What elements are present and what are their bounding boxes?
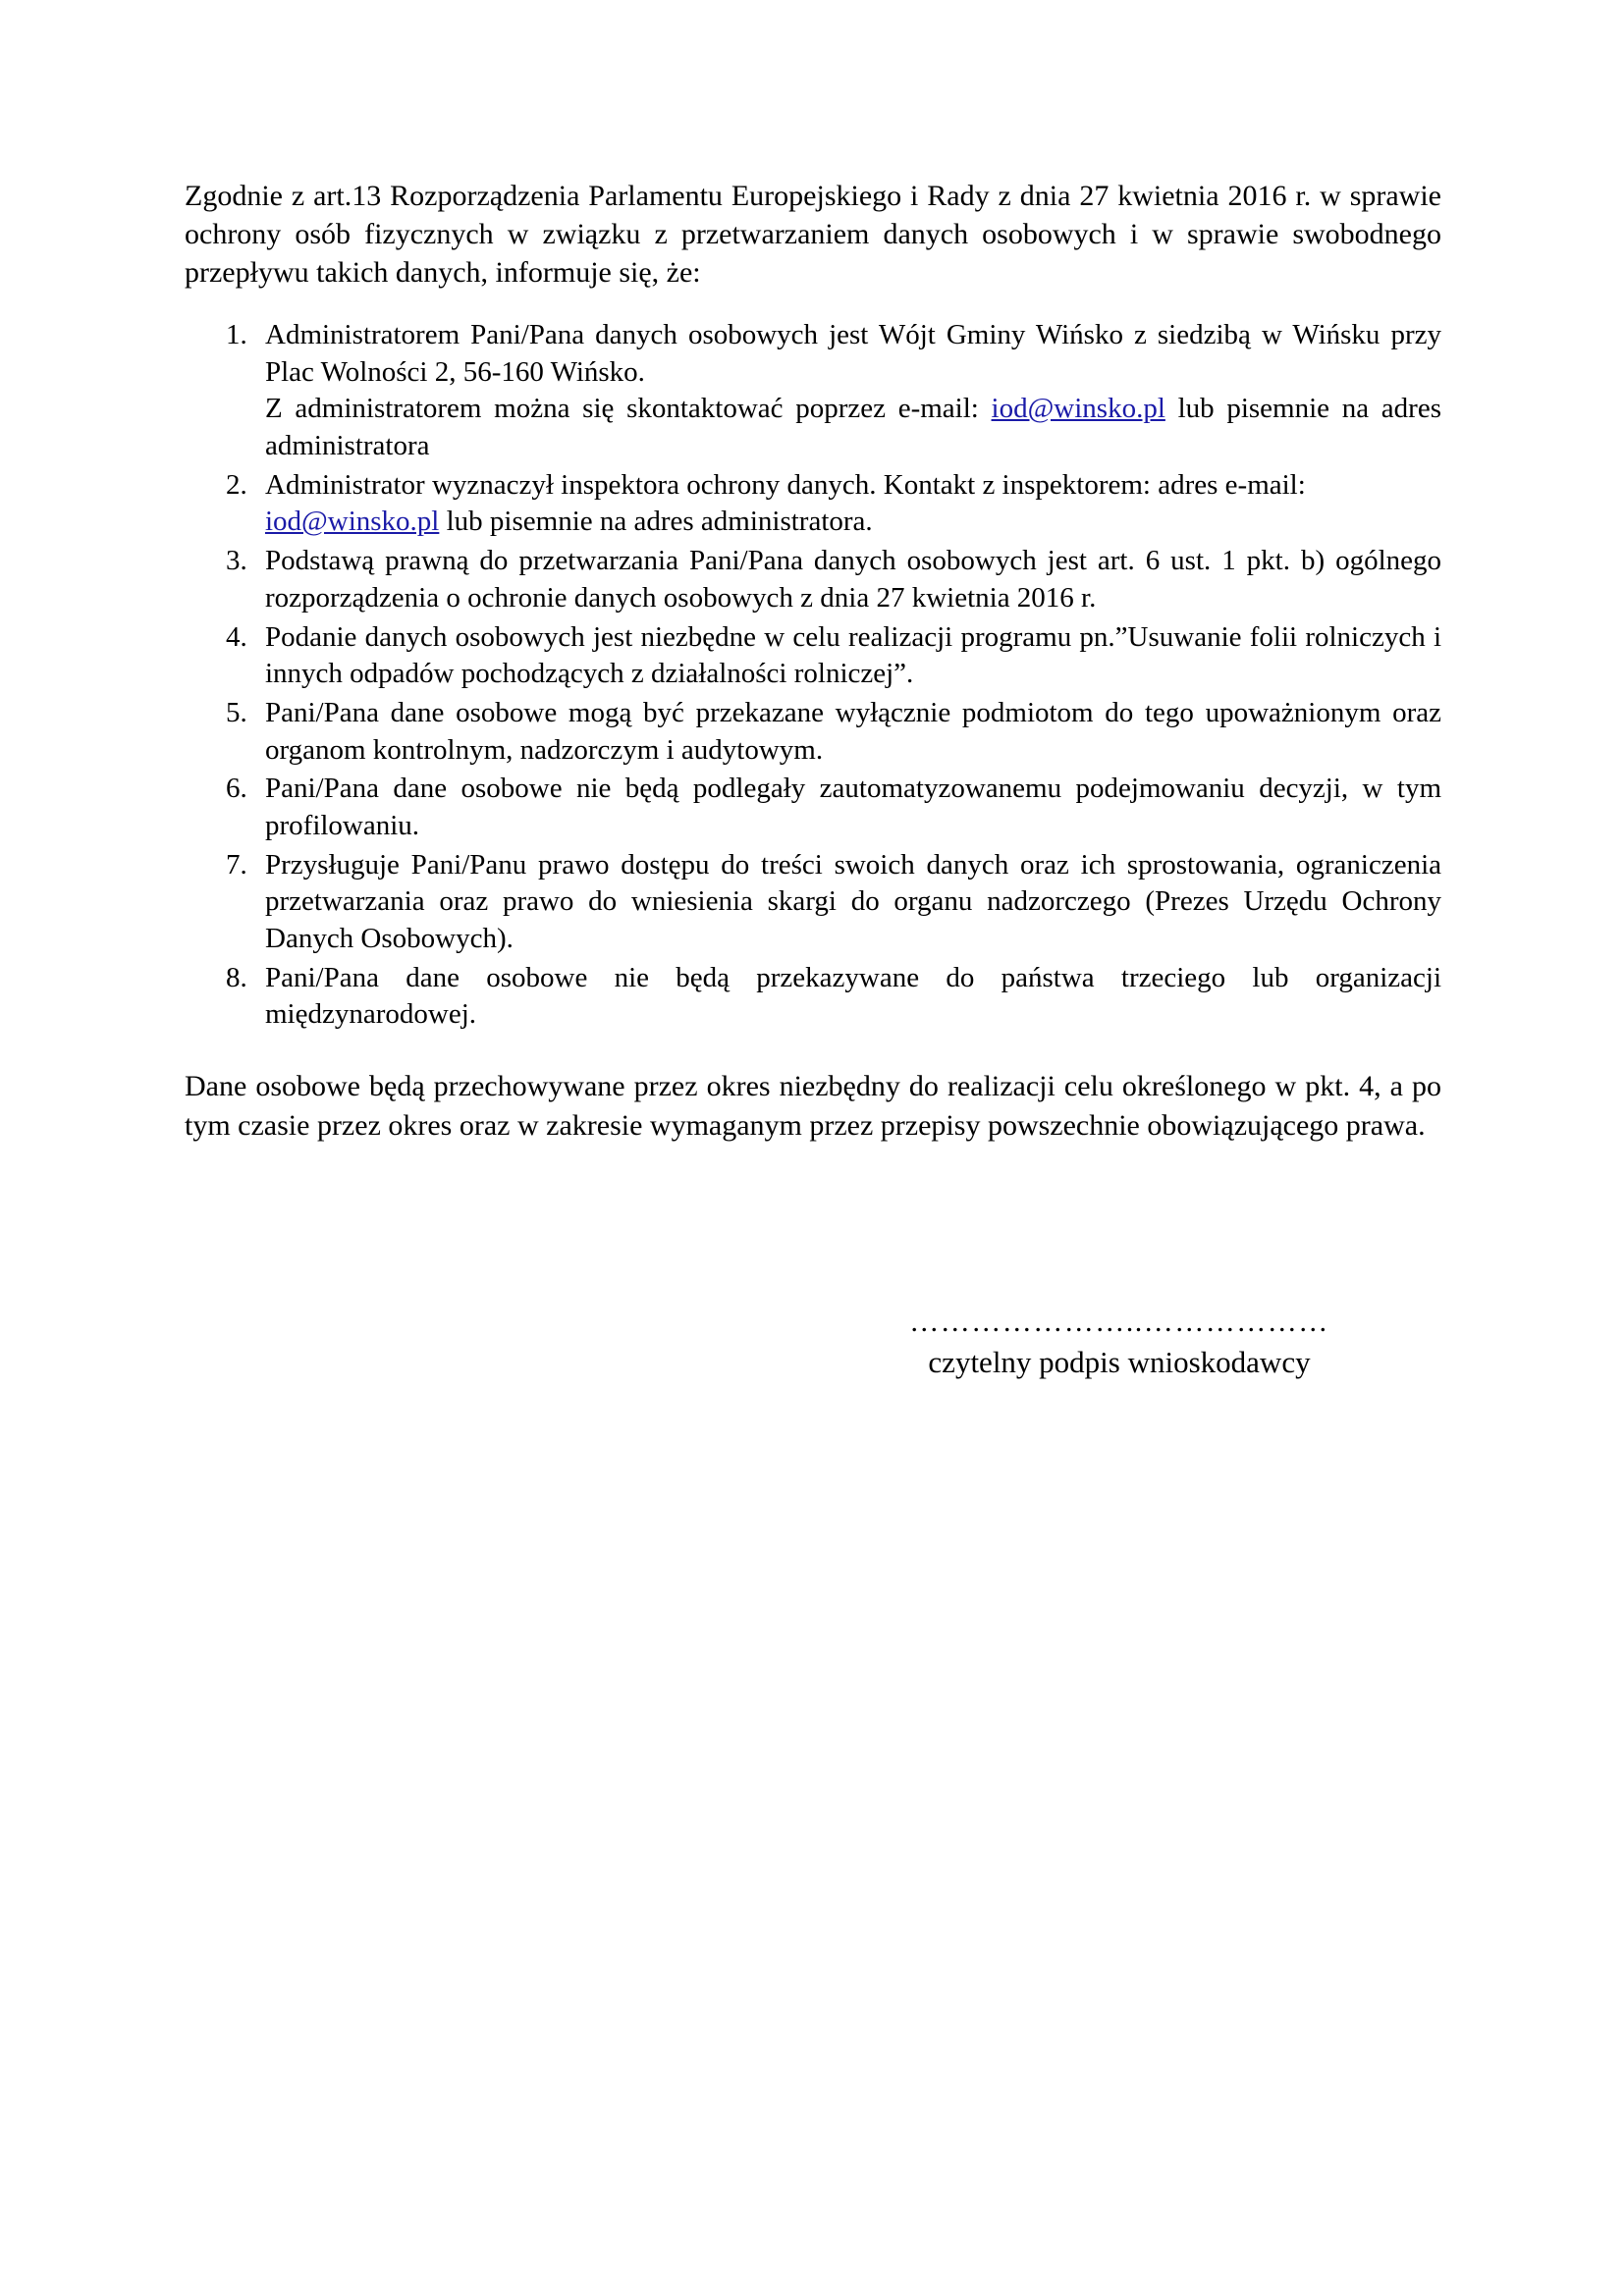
list-item <box>185 619 1441 693</box>
point-3-text: Podstawą prawną do przetwarzania Pani/Pana danych osobowych jest art. 6 ust. 1 pkt. b) ogólnego rozporządzenia o ochronie danych osobowych z dnia 27 kwietnia 2016 r. <box>265 545 1441 614</box>
list-item <box>185 695 1441 769</box>
list-item <box>185 771 1441 844</box>
point-7-text: Przysługuje Pani/Panu prawo dostępu do treści swoich danych oraz ich sprostowania, ograniczenia przetwarzania oraz prawo do wniesienia skargi do organu nadzorczego (Prezes Urzędu Ochrony Danych Osobowych). <box>265 848 1441 954</box>
point-2-line-1: Administrator wyznaczył inspektora ochrony danych. Kontakt z inspektorem: adres e-mail: <box>265 468 1306 501</box>
list-item <box>185 543 1441 616</box>
point-2-contact-suffix: lub pisemnie na adres administratora. <box>439 506 873 538</box>
iod-email-link[interactable]: iod@winsko.pl <box>265 506 440 538</box>
list-item <box>185 467 1441 541</box>
document-body <box>185 177 1441 1174</box>
list-item <box>185 847 1441 958</box>
list-item <box>185 317 1441 465</box>
retention-paragraph: Dane osobowe będą przechowywane przez okres niezbędny do realizacji celu określonego w pkt. 4, a po tym czasie przez okres oraz w zakresie wymaganym przez przepisy powszechnie obowiązującego prawa. <box>185 1070 1441 1142</box>
point-1-line-2 <box>265 391 1441 464</box>
point-6-text: Pani/Pana dane osobowe nie będą podlegały zautomatyzowanemu podejmowaniu decyzji, w tym profilowaniu. <box>265 773 1441 841</box>
rodo-points-list <box>185 317 1441 1034</box>
point-1-line-1: Administratorem Pani/Pana danych osobowych jest Wójt Gminy Wińsko z siedzibą w Wińsku przy Plac Wolności 2, 56-160 Wińsko. <box>265 319 1441 388</box>
point-5-text: Pani/Pana dane osobowe mogą być przekazane wyłącznie podmiotom do tego upoważnionym oraz organom kontrolnym, nadzorczym i audytowym. <box>265 696 1441 766</box>
point-2-line-2 <box>265 504 1441 541</box>
signature-block <box>884 1306 1355 1380</box>
list-item <box>185 960 1441 1034</box>
iod-email-link[interactable]: iod@winsko.pl <box>991 393 1165 425</box>
intro-paragraph: Zgodnie z art.13 Rozporządzenia Parlamentu Europejskiego i Rady z dnia 27 kwietnia 2016 r. w sprawie ochrony osób fizycznych w związku z przetwarzaniem danych osobowych i w sprawie swobodnego przepływu takich danych, informuje się, że: <box>185 180 1441 289</box>
point-8-text: Pani/Pana dane osobowe nie będą przekazywane do państwa trzeciego lub organizacji międzynarodowej. <box>265 961 1441 1031</box>
point-4-text: Podanie danych osobowych jest niezbędne w celu realizacji programu pn.”Usuwanie folii rolniczych i innych odpadów pochodzących z działalności rolniczej”. <box>265 620 1441 690</box>
signature-line: …………………..……………… <box>909 1306 1329 1338</box>
point-1-contact-text: Z administratorem można się skontaktować poprzez e-mail: <box>265 393 992 425</box>
signature-label: czytelny podpis wnioskodawcy <box>928 1345 1311 1379</box>
point-1-contact-suffix: lub pisemnie na adres administratora <box>265 393 1441 462</box>
